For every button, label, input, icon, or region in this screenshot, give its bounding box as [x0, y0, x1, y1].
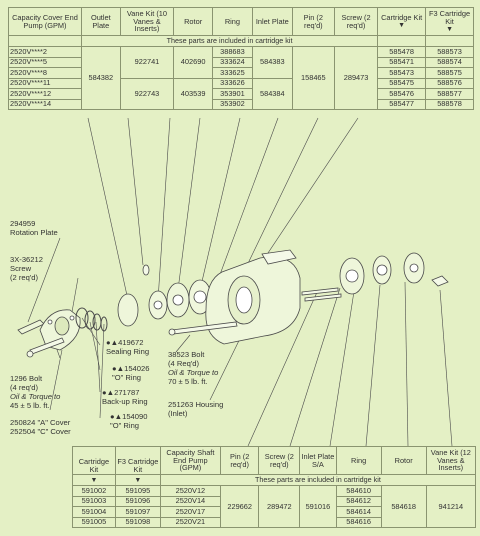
col-cartridge-kit: Cartridge Kit — [73, 447, 116, 475]
label-sealing-ring: ●▲419672 Sealing Ring — [106, 338, 150, 356]
table-row: 2520V****12 353901 585476 588577 — [9, 89, 474, 100]
arrow-down-icon: ▼ — [398, 22, 406, 30]
col-rotor: Rotor — [174, 8, 213, 36]
table-row: 2520V****8 333625 585473 588575 — [9, 68, 474, 79]
cartridge-note: These parts are included in cartridge kit — [81, 36, 377, 47]
table-row: 591003 591096 2520V14 584612 — [73, 496, 476, 507]
col-outlet-plate: Outlet Plate — [81, 8, 120, 36]
leader-line — [200, 118, 240, 290]
vane-kit-value-a: 922741 — [120, 47, 174, 79]
col-inlet-plate: Inlet Plate — [252, 8, 292, 36]
leader-line — [128, 118, 143, 265]
label-backup-ring: ●▲271787 Back-up Ring — [102, 388, 148, 406]
leader-line — [440, 290, 452, 446]
vane-kit-value: 941214 — [426, 486, 475, 528]
rotation-plate — [18, 320, 44, 334]
col-inlet-plate: Inlet Plate S/A — [300, 447, 336, 475]
inlet-plate-value-a: 584383 — [252, 47, 292, 79]
arrow-down-icon: ▼ — [134, 477, 142, 484]
table-row: 2520V****14 353902 585477 588578 — [9, 99, 474, 110]
screw-value: 289472 — [259, 486, 300, 528]
shaft-end-parts-table — [72, 446, 476, 528]
rotor-value-a: 402690 — [174, 47, 213, 79]
label-cover: 250824 "A" Cover 252504 "C" Cover — [10, 418, 71, 436]
label-housing: 251263 Housing (Inlet) — [168, 400, 224, 418]
col-pin: Pin (2 req'd) — [220, 447, 259, 475]
table-row: 591002 591095 2520V12 229662 289472 591016 584610 584618 941214 — [73, 486, 476, 497]
col-f3-cartridge-kit: F3 Cartridge Kit ▼ — [426, 8, 474, 36]
col-vane-kit: Vane Kit (10 Vanes & Inserts) — [120, 8, 174, 36]
inlet-plate-value-b: 584384 — [252, 78, 292, 110]
pin-value: 229662 — [220, 486, 259, 528]
col-screw: Screw (2 req'd) — [334, 8, 377, 36]
arrow-down-icon: ▼ — [90, 477, 98, 484]
leader-line — [258, 118, 358, 268]
col-capacity: Capacity Shaft End Pump (GPM) — [160, 447, 220, 475]
col-pin: Pin (2 req'd) — [292, 8, 334, 36]
cartridge-note: These parts are included in cartridge kit — [160, 475, 475, 486]
leader-line — [88, 118, 128, 300]
table-row: 591005 591098 2520V21 584616 — [73, 517, 476, 528]
leader-line — [158, 118, 170, 300]
table-row: 591004 591097 2520V17 584614 — [73, 507, 476, 518]
screw-value: 289473 — [334, 47, 377, 110]
label-bolt-1296: 1296 Bolt (4 req'd) Oil & Torque to 45 ± 5 lb. ft. — [10, 374, 61, 410]
label-o-ring-154090: ●▲154090 "O" Ring — [110, 412, 148, 430]
inlet-plate-value: 591016 — [300, 486, 336, 528]
col-ring: Ring — [336, 447, 381, 475]
label-screw: 3X-36212 Screw (2 req'd) — [10, 255, 43, 282]
arrow-down-icon: ▼ — [446, 26, 453, 34]
label-bolt-38523: 38523 Bolt (4 Req'd) Oil & Torque to 70 ± 5 lb. ft. — [168, 350, 219, 386]
leader-line — [72, 278, 78, 312]
vane-kit-value-b: 922743 — [120, 78, 174, 110]
leader-line — [330, 285, 355, 446]
shaft-end-parts — [302, 253, 448, 301]
table-row: 2520V****5 333624 585471 588574 — [9, 57, 474, 68]
label-o-ring-154026: ●▲154026 "O" Ring — [112, 364, 150, 382]
table-row: 2520V****11 922743 403539 333626 584384 585475 588576 — [9, 78, 474, 89]
housing — [206, 250, 300, 344]
leader-line — [405, 282, 408, 446]
note-row — [73, 475, 476, 486]
o-ring-set — [76, 308, 107, 331]
col-screw: Screw (2 req'd) — [259, 447, 300, 475]
col-capacity: Capacity Cover End Pump (GPM) — [9, 8, 82, 36]
col-ring: Ring — [213, 8, 253, 36]
leader-line — [178, 118, 200, 290]
col-vane-kit: Vane Kit (12 Vanes & Inserts) — [426, 447, 475, 475]
col-cartridge-kit: Cartridge Kit ▼ — [378, 8, 426, 36]
leader-line — [366, 285, 380, 446]
outlet-plate-value: 584382 — [81, 47, 120, 110]
table-header-row — [73, 447, 476, 475]
rotor-value-b: 403539 — [174, 78, 213, 110]
label-rotation-plate: 294959 Rotation Plate — [10, 219, 58, 237]
rotor-value: 584618 — [381, 486, 426, 528]
col-f3-cartridge-kit: F3 Cartridge Kit — [115, 447, 160, 475]
leader-line — [96, 322, 100, 392]
pin-value: 158465 — [292, 47, 334, 110]
table-row: 2520V****2 584382 922741 402690 388683 584383 158465 289473 585478 588573 — [9, 47, 474, 58]
col-rotor: Rotor — [381, 447, 426, 475]
